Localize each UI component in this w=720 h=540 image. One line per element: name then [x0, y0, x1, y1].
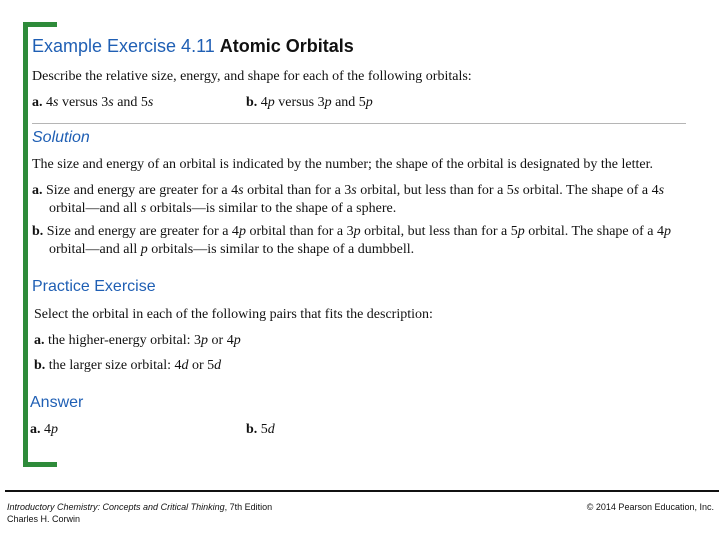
footer-author: Charles H. Corwin: [7, 514, 81, 524]
answer-heading: Answer: [30, 394, 84, 411]
footer-copyright: © 2014 Pearson Education, Inc.: [586, 502, 714, 512]
answer-a: a. 4p: [30, 422, 58, 437]
title-prefix: Example Exercise 4.11: [32, 36, 215, 56]
answer-b: b. 5d: [246, 422, 275, 437]
question-b-text: 4p versus 3p and 5p: [260, 95, 373, 110]
green-bracket-bottom: [23, 462, 57, 467]
title-main: Atomic Orbitals: [219, 36, 354, 56]
solution-intro: The size and energy of an orbital is indicated by the number; the shape of the orbital is designated by the letter.: [32, 157, 653, 172]
question-a: a. 4s versus 3s and 5s: [32, 95, 154, 110]
page-title: [32, 36, 354, 57]
question-a-text: 4s versus 3s and 5s: [46, 95, 154, 110]
footer-rule: [5, 490, 719, 492]
section-divider: [32, 123, 686, 124]
solution-b-line1: b. Size and energy are greater for a 4p orbital than for a 3p orbital, but less than for a 5p orbital. The shape of a 4p: [32, 224, 672, 239]
solution-a-line1: a. Size and energy are greater for a 4s orbital than for a 3s orbital, but less than for a 5s orbital. The shape of a 4s: [32, 183, 665, 198]
practice-intro: Select the orbital in each of the following pairs that fits the description:: [34, 307, 433, 322]
question-b: b. 4p versus 3p and 5p: [246, 95, 373, 110]
question-intro: Describe the relative size, energy, and shape for each of the following orbitals:: [32, 69, 472, 84]
green-bracket-top: [23, 22, 57, 27]
green-bracket-vertical: [23, 22, 28, 467]
solution-a-line2: orbital—and all s orbitals—is similar to the shape of a sphere.: [49, 201, 397, 216]
footer-book-title: Introductory Chemistry: Concepts and Critical Thinking, 7th Edition: [7, 502, 273, 512]
solution-heading: Solution: [32, 129, 90, 146]
practice-heading: Practice Exercise: [32, 278, 156, 295]
practice-b: b. the larger size orbital: 4d or 5d: [34, 358, 222, 373]
practice-a: a. the higher-energy orbital: 3p or 4p: [34, 333, 241, 348]
solution-b-line2: orbital—and all p orbitals—is similar to the shape of a dumbbell.: [49, 242, 415, 257]
